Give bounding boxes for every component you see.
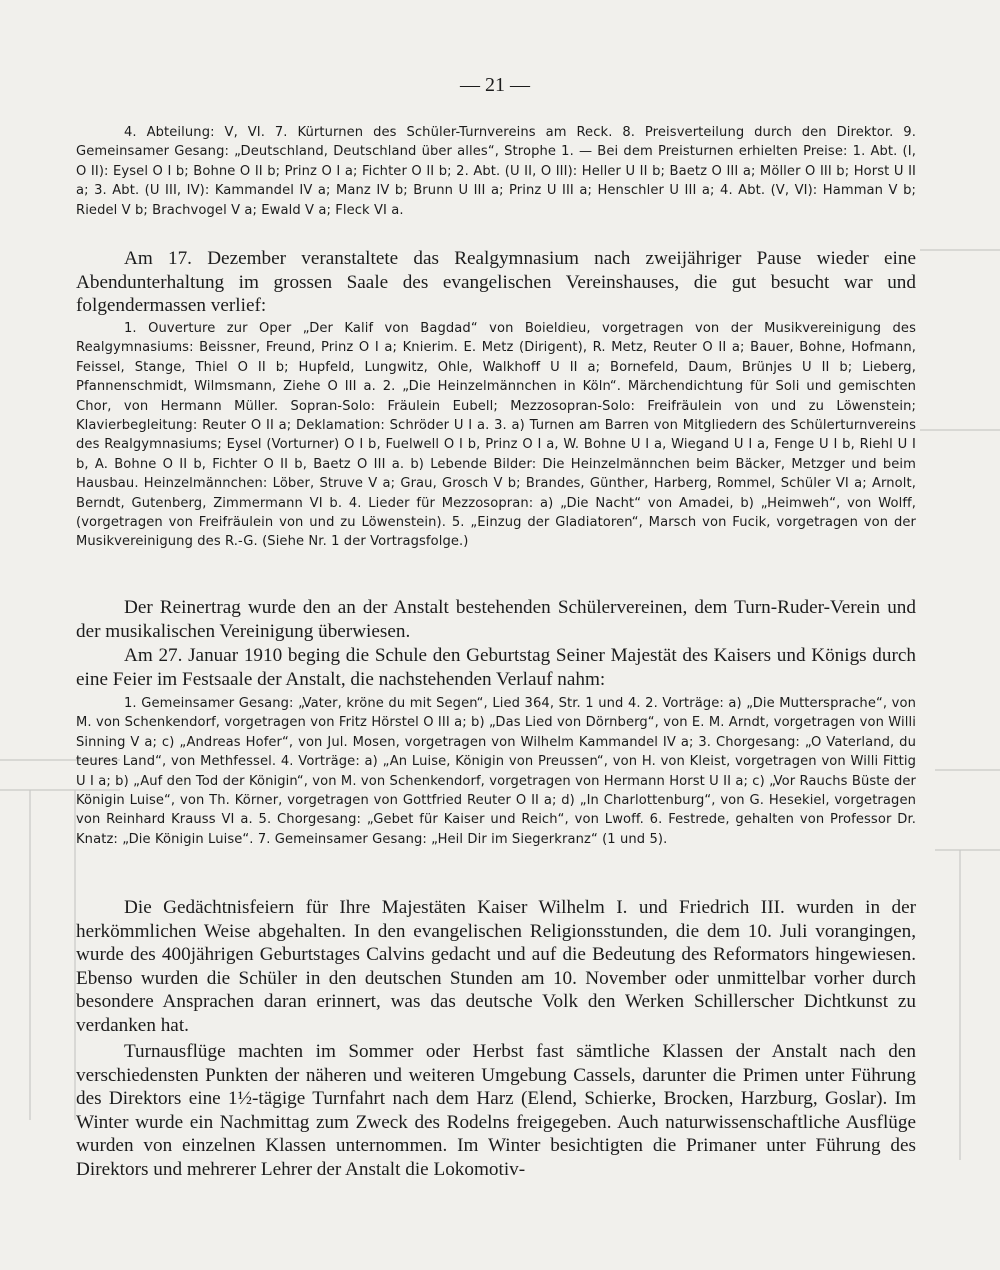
net-proceeds-note: Der Reinertrag wurde den an der Anstalt bestehenden Schülervereinen, dem Turn-Ruder-Verein und der musikalischen Vereinigung überwiesen. [76,597,916,642]
evening-event-intro: Am 17. Dezember veranstaltete das Realgymnasium nach zweijähriger Pause wieder eine Abendunterhaltung im grossen Saale des evangelischen Vereinshauses, die gut besucht war und folgendermassen verlief: [76,248,916,317]
gymnastics-excursions: Turnausflüge machten im Sommer oder Herbst fast sämtliche Klassen der Anstalt nach den verschiedensten Punkten der näheren und weiteren Umgebung Cassels, darunter die Primen unter Führung des Direktors eine 1½-tägige Turnfahrt nach dem Harz (Elend, Schierke, Brocken, Harzburg, Goslar). Im Winter wurde ein Nachmittag zum Zweck des Rodelns freigegeben. Auch naturwissenschaftliche Ausflüge wurden von einzelnen Klassen unternommen. Im Winter besichtigten die Primaner unter Führung des Direktors und mehrerer Lehrer der Anstalt die Lokomotiv- [76,1041,916,1180]
evening-event-program: 1. Ouverture zur Oper „Der Kalif von Bagdad“ von Boieldieu, vorgetragen von der Musikvereinigung des Realgymnasiums: Beissner, Freund, Prinz O I a; Knierim. E. Metz (Dirigent), R. Metz, Reuter O II a; Bauer, Bohne, Hofmann, Feissel, Stange, Thiel O II b; Hupfeld, Lungwitz, Ohle, Walkhoff U II a; Bornefeld, Daum, Brünjes U II b; Lieberg, Pfannenschmidt, Wilmsmann, Ziehe O III a. 2. „Die Heinzelmännchen in Köln“. Märchendichtung für Soli und gemischten Chor, von Hermann Müller. Sopran-Solo: Fräulein Eubell; Mezzosopran-Solo: Freifräulein von und zu Löwenstein; Klavierbegleitung: Reuter O II a; Deklamation: Schröder U I a. 3. a) Turnen am Barren von Mitgliedern des Schülerturnvereins des Realgymnasiums; Eysel (Vorturner) O I b, Fuelwell O I b, Prinz O I a, W. Bohne U I a, Wiegand U I a, Fenge U I b, Riehl U I b, A. Bohne O II b, Fichter O II b, Baetz O III a. b) Lebende Bilder: Die Heinzelmännchen beim Bäcker, Metzger und beim Hausbau. Heinzelmännchen: Löber, Struve V a; Grau, Grosch V b; Brandes, Günther, Harberg, Rommel, Schüler VI a; Arnolt, Berndt, Gutenberg, Zimmermann VI b. 4. Lieder für Mezzosopran: a) „Die Nacht“ von Amadei, b) „Heimweh“, von Wolff, (vorgetragen von Freifräulein von und zu Löwenstein). 5. „Einzug der Gladiatoren“, Marsch von Fucik, vorgetragen von der Musikvereinigung des R.-G. (Siehe Nr. 1 der Vortragsfolge.) [76,321,916,550]
memorial-celebrations: Die Gedächtnisfeiern für Ihre Majestäten Kaiser Wilhelm I. und Friedrich III. wurden in der herkömmlichen Weise abgehalten. In den evangelischen Religionsstunden, die dem 10. Juli vorangingen, wurde des 400jährigen Geburtstages Calvins gedacht und auf die Bedeutung des Reformators hingewiesen. Ebenso wurden die Schüler in den deutschen Stunden am 10. November oder unmittelbar vorher durch besondere Ansprachen daran erinnert, was das deutsche Volk den Werken Schillerscher Dichtkunst zu verdanken hat. [76,897,916,1036]
kaiser-birthday-program: 1. Gemeinsamer Gesang: „Vater, kröne du mit Segen“, Lied 364, Str. 1 und 4. 2. Vorträge: a) „Die Muttersprache“, von M. von Schenkendorf, vorgetragen von Fritz Hörstel O III a; b) „Das Lied von Dörnberg“, von E. M. Arndt, vorgetragen von Willi Sinning V a; c) „Andreas Hofer“, von Jul. Mosen, vorgetragen von Wilhelm Kammandel IV a; 3. Chorgesang: „O Vaterland, du teures Land“, von Methfessel. 4. Vorträge: a) „An Luise, Königin von Preussen“, von H. von Kleist, vorgetragen von Willi Fittig U I a; b) „Auf den Tod der Königin“, von M. von Schenkendorf, vorgetragen von Hermann Horst U II a; c) „Vor Rauchs Büste der Königin Luise“, von Th. Körner, vorgetragen von Gottfried Reuter O II a; d) „In Charlottenburg“, von G. Hesekiel, vorgetragen von Reinhard Krauss VI a. 5. Chorgesang: „Gebet für Kaiser und Reich“, von Lwoff. 6. Festrede, gehalten von Professor Dr. Knatz: „Die Königin Luise“. 7. Gemeinsamer Gesang: „Heil Dir im Siegerkranz“ (1 und 5). [76,696,916,847]
sports-festival-program: 4. Abteilung: V, VI. 7. Kürturnen des Schüler-Turnvereins am Reck. 8. Preisverteilung durch den Direktor. 9. Gemeinsamer Gesang: „Deutschland, Deutschland über alles“, Strophe 1. — Bei dem Preisturnen erhielten Preise: 1. Abt. (I, O II): Eysel O I b; Bohne O II b; Prinz O I a; Fichter O II b; 2. Abt. (U II, O III): Heller U II b; Baetz O III a; Möller O III b; Horst U II a; 3. Abt. (U III, IV): Kammandel IV a; Manz IV b; Brunn U III a; Prinz U III a; Henschler U III a; 4. Abt. (V, VI): Hamman V b; Riedel V b; Brachvogel V a; Ewald V a; Fleck VI a. [76,125,916,218]
kaiser-birthday-intro: Am 27. Januar 1910 beging die Schule den Geburtstag Seiner Majestät des Kaisers und Königs durch eine Feier im Festsaale der Anstalt, die nachstehenden Verlauf nahm: [76,645,916,690]
page-number: — 21 — [460,74,530,96]
